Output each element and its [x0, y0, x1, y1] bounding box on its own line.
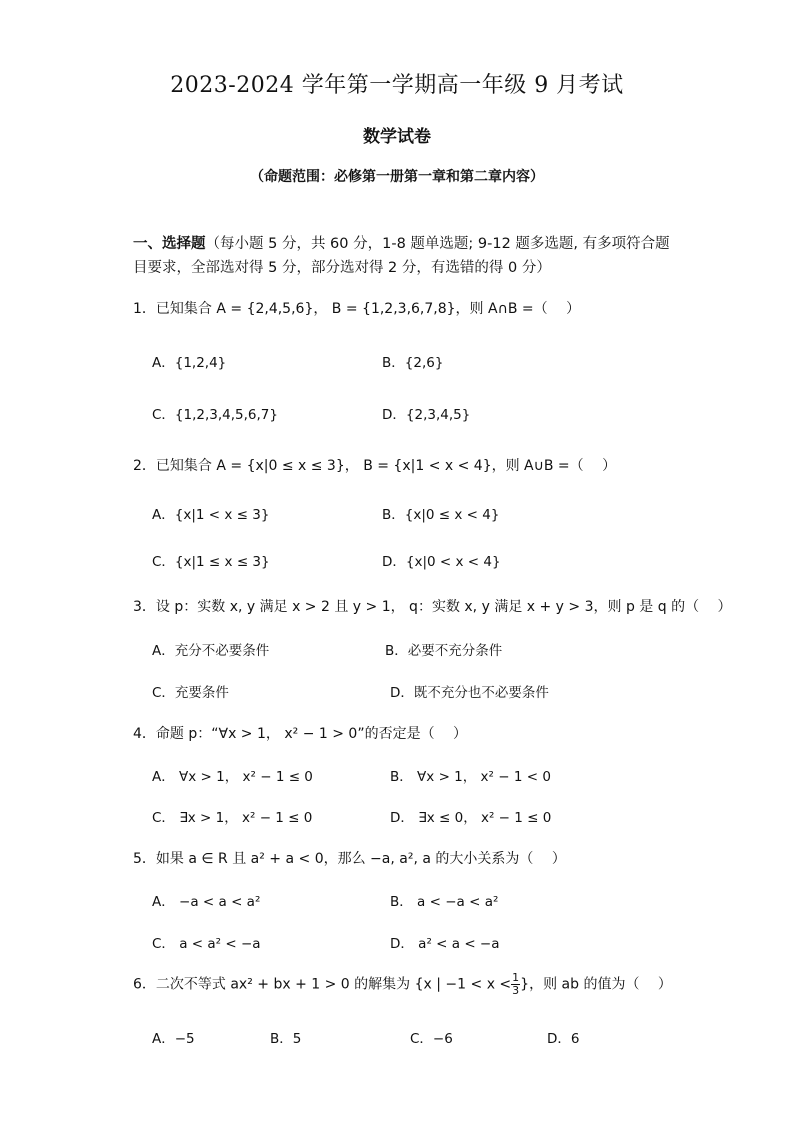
exam-scope: （命题范围：必修第一册第一章和第二章内容） — [250, 169, 544, 185]
question-2-option-c[interactable]: C．{x|1 ≤ x ≤ 3} — [152, 554, 270, 570]
question-6-option-a[interactable]: A．−5 — [152, 1031, 195, 1047]
fraction-denominator: 3 — [512, 984, 520, 997]
question-4-option-c[interactable]: C． ∃x > 1， x² − 1 ≤ 0 — [152, 810, 313, 826]
question-5-option-c[interactable]: C． a < a² < −a — [152, 936, 261, 952]
question-3-option-a[interactable]: A．充分不必要条件 — [152, 643, 270, 659]
question-6-option-c[interactable]: C．−6 — [410, 1031, 453, 1047]
question-4-option-b[interactable]: B． ∀x > 1， x² − 1 < 0 — [390, 769, 551, 785]
question-3-option-b[interactable]: B．必要不充分条件 — [385, 643, 503, 659]
question-5-option-d[interactable]: D． a² < a < −a — [390, 936, 500, 952]
question-2-option-a[interactable]: A．{x|1 < x ≤ 3} — [152, 507, 270, 523]
section-rules: （每小题 5 分，共 60 分，1-8 题单选题; 9-12 题多选题, 有多项符合题目要求，全部选对得 5 分，部分选对得 2 分，有选错的得 0 分） — [133, 236, 670, 276]
question-1-option-c[interactable]: C．{1,2,3,4,5,6,7} — [152, 407, 278, 423]
question-6-stem-end: }，则 ab 的值为（ ） — [520, 976, 672, 993]
question-1-option-a[interactable]: A．{1,2,4} — [152, 355, 227, 371]
question-3-option-c[interactable]: C．充要条件 — [152, 685, 229, 701]
question-1-option-d[interactable]: D．{2,3,4,5} — [382, 407, 471, 423]
question-4-option-a[interactable]: A． ∀x > 1， x² − 1 ≤ 0 — [152, 769, 313, 785]
question-6-option-d[interactable]: D．6 — [547, 1031, 580, 1047]
question-2-option-b[interactable]: B．{x|0 ≤ x < 4} — [382, 507, 500, 523]
question-5-option-a[interactable]: A． −a < a < a² — [152, 894, 261, 910]
exam-title: 2023-2024 学年第一学期高一年级 9 月考试 — [170, 73, 624, 98]
question-6-stem — [133, 972, 672, 997]
question-6-option-b[interactable]: B．5 — [270, 1031, 302, 1047]
fraction-one-third — [511, 972, 520, 997]
exam-subject: 数学试卷 — [363, 127, 431, 147]
question-5-option-b[interactable]: B． a < −a < a² — [390, 894, 499, 910]
question-3-stem: 3．设 p：实数 x, y 满足 x > 2 且 y > 1， q：实数 x, y 满足 x + y > 3，则 p 是 q 的（ ） — [133, 599, 732, 615]
question-2-stem: 2．已知集合 A = {x|0 ≤ x ≤ 3}， B = {x|1 < x < 4}，则 A∪B =（ ） — [133, 458, 617, 474]
question-2-option-d[interactable]: D．{x|0 < x < 4} — [382, 554, 501, 570]
question-1-stem: 1．已知集合 A = {2,4,5,6}， B = {1,2,3,6,7,8}，则 A∩B =（ ） — [133, 301, 581, 317]
question-1-option-b[interactable]: B．{2,6} — [382, 355, 444, 371]
question-4-option-d[interactable]: D． ∃x ≤ 0， x² − 1 ≤ 0 — [390, 810, 552, 826]
fraction-numerator: 1 — [512, 971, 520, 984]
section-instructions — [133, 232, 673, 280]
question-4-stem: 4．命题 p：“∀x > 1， x² − 1 > 0”的否定是（ ） — [133, 726, 468, 742]
question-6-stem-start: 6．二次不等式 ax² + bx + 1 > 0 的解集为 {x | −1 < x < — [133, 976, 512, 993]
section-heading: 一、选择题 — [133, 236, 206, 252]
question-3-option-d[interactable]: D．既不充分也不必要条件 — [390, 685, 549, 701]
question-5-stem: 5．如果 a ∈ R 且 a² + a < 0，那么 −a, a², a 的大小关系为（ ） — [133, 851, 566, 867]
